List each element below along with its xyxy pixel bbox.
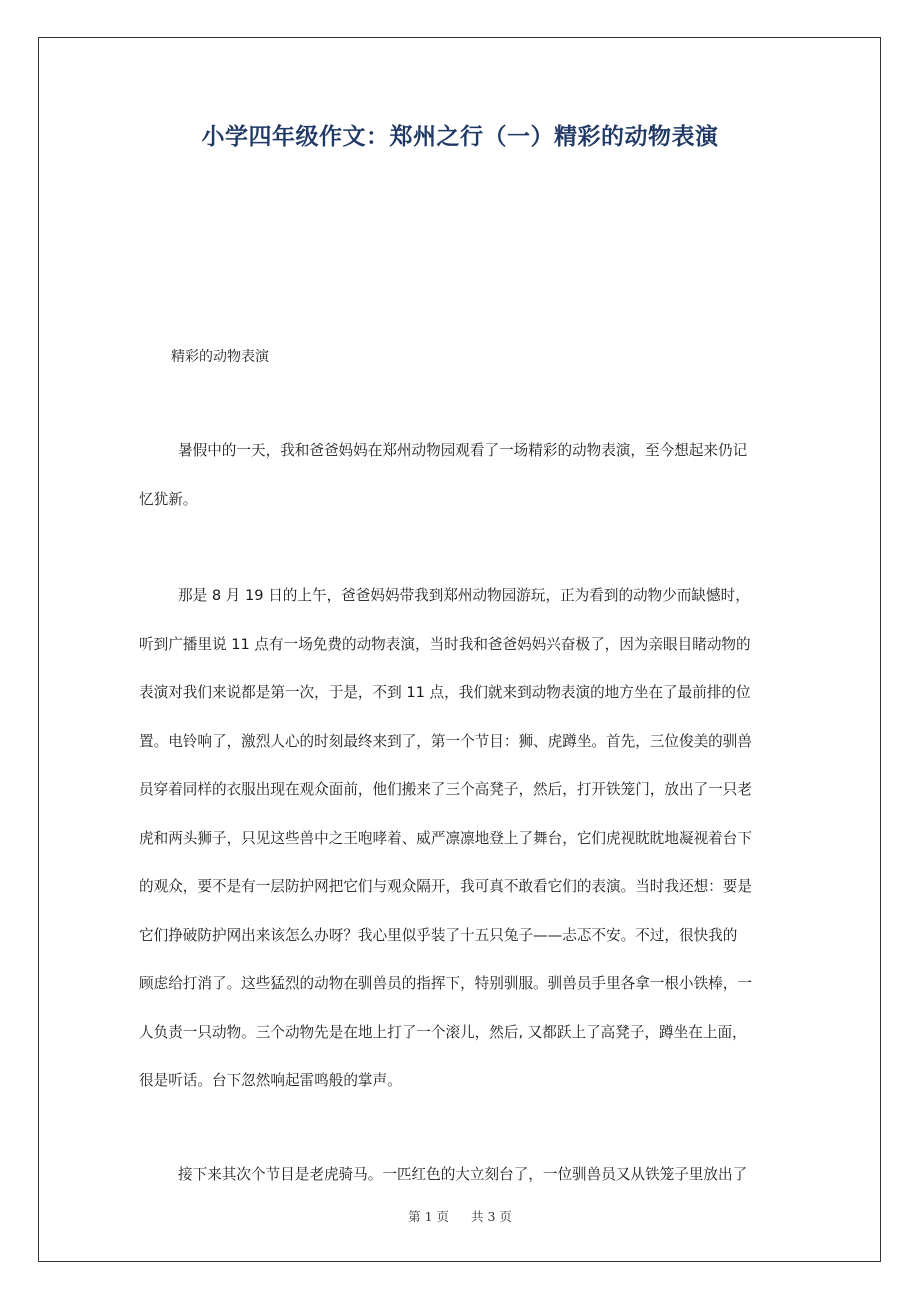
paragraph-line: 表演对我们来说都是第一次，于是，不到 11 点，我们就来到动物表演的地方坐在了最前排的位 <box>139 684 751 701</box>
paragraph-2 <box>139 572 799 1106</box>
page-footer <box>0 1207 920 1225</box>
section-subheading: 精彩的动物表演 <box>171 349 269 365</box>
paragraph-3 <box>139 1151 799 1200</box>
page-total: 共 3 页 <box>471 1209 512 1224</box>
paragraph-line: 人负责一只动物。三个动物先是在地上打了一个滚儿，然后, 又都跃上了高凳子，蹲坐在上面， <box>139 1023 747 1041</box>
paragraph-line: 的观众，要不是有一层防护网把它们与观众隔开，我可真不敢看它们的表演。当时我还想：要是 <box>139 878 752 895</box>
page-number: 第 1 页 <box>408 1209 449 1224</box>
document-title: 小学四年级作文：郑州之行（一）精彩的动物表演 <box>201 124 719 150</box>
paragraph-line: 听到广播里说 11 点有一场免费的动物表演，当时我和爸爸妈妈兴奋极了，因为亲眼目睹动物的 <box>139 635 751 653</box>
paragraph-line: 置。电铃响了，激烈人心的时刻最终来到了，第一个节目：狮、虎蹲坐。首先，三位俊美的驯兽 <box>139 732 752 750</box>
paragraph-line: 忆犹新。 <box>139 490 198 508</box>
paragraph-line: 接下来其次个节目是老虎骑马。一匹红色的大立刻台了，一位驯兽员又从铁笼子里放出了 <box>178 1166 748 1183</box>
paragraph-line: 虎和两头狮子，只见这些兽中之王咆哮着、威严凛凛地登上了舞台，它们虎视眈眈地凝视着台下 <box>139 829 752 847</box>
paragraph-line: 很是听话。台下忽然响起雷鸣般的掌声。 <box>139 1072 402 1089</box>
paragraph-line: 暑假中的一天，我和爸爸妈妈在郑州动物园观看了一场精彩的动物表演，至今想起来仍记 <box>178 442 748 459</box>
paragraph-line: 它们挣破防护网出来该怎么办呀？我心里似乎装了十五只兔子——忐忑不安。不过，很快我的 <box>139 926 738 944</box>
paragraph-1 <box>139 427 799 524</box>
paragraph-line: 顾虑给打消了。这些猛烈的动物在驯兽员的指挥下，特别驯服。驯兽员手里各拿一根小铁棒，一 <box>139 975 752 992</box>
paragraph-line: 员穿着同样的衣服出现在观众面前，他们搬来了三个高凳子，然后，打开铁笼门，放出了一只老 <box>139 781 752 798</box>
paragraph-line: 那是 8 月 19 日的上午，爸爸妈妈带我到郑州动物园游玩，正为看到的动物少而缺憾时， <box>178 587 750 604</box>
